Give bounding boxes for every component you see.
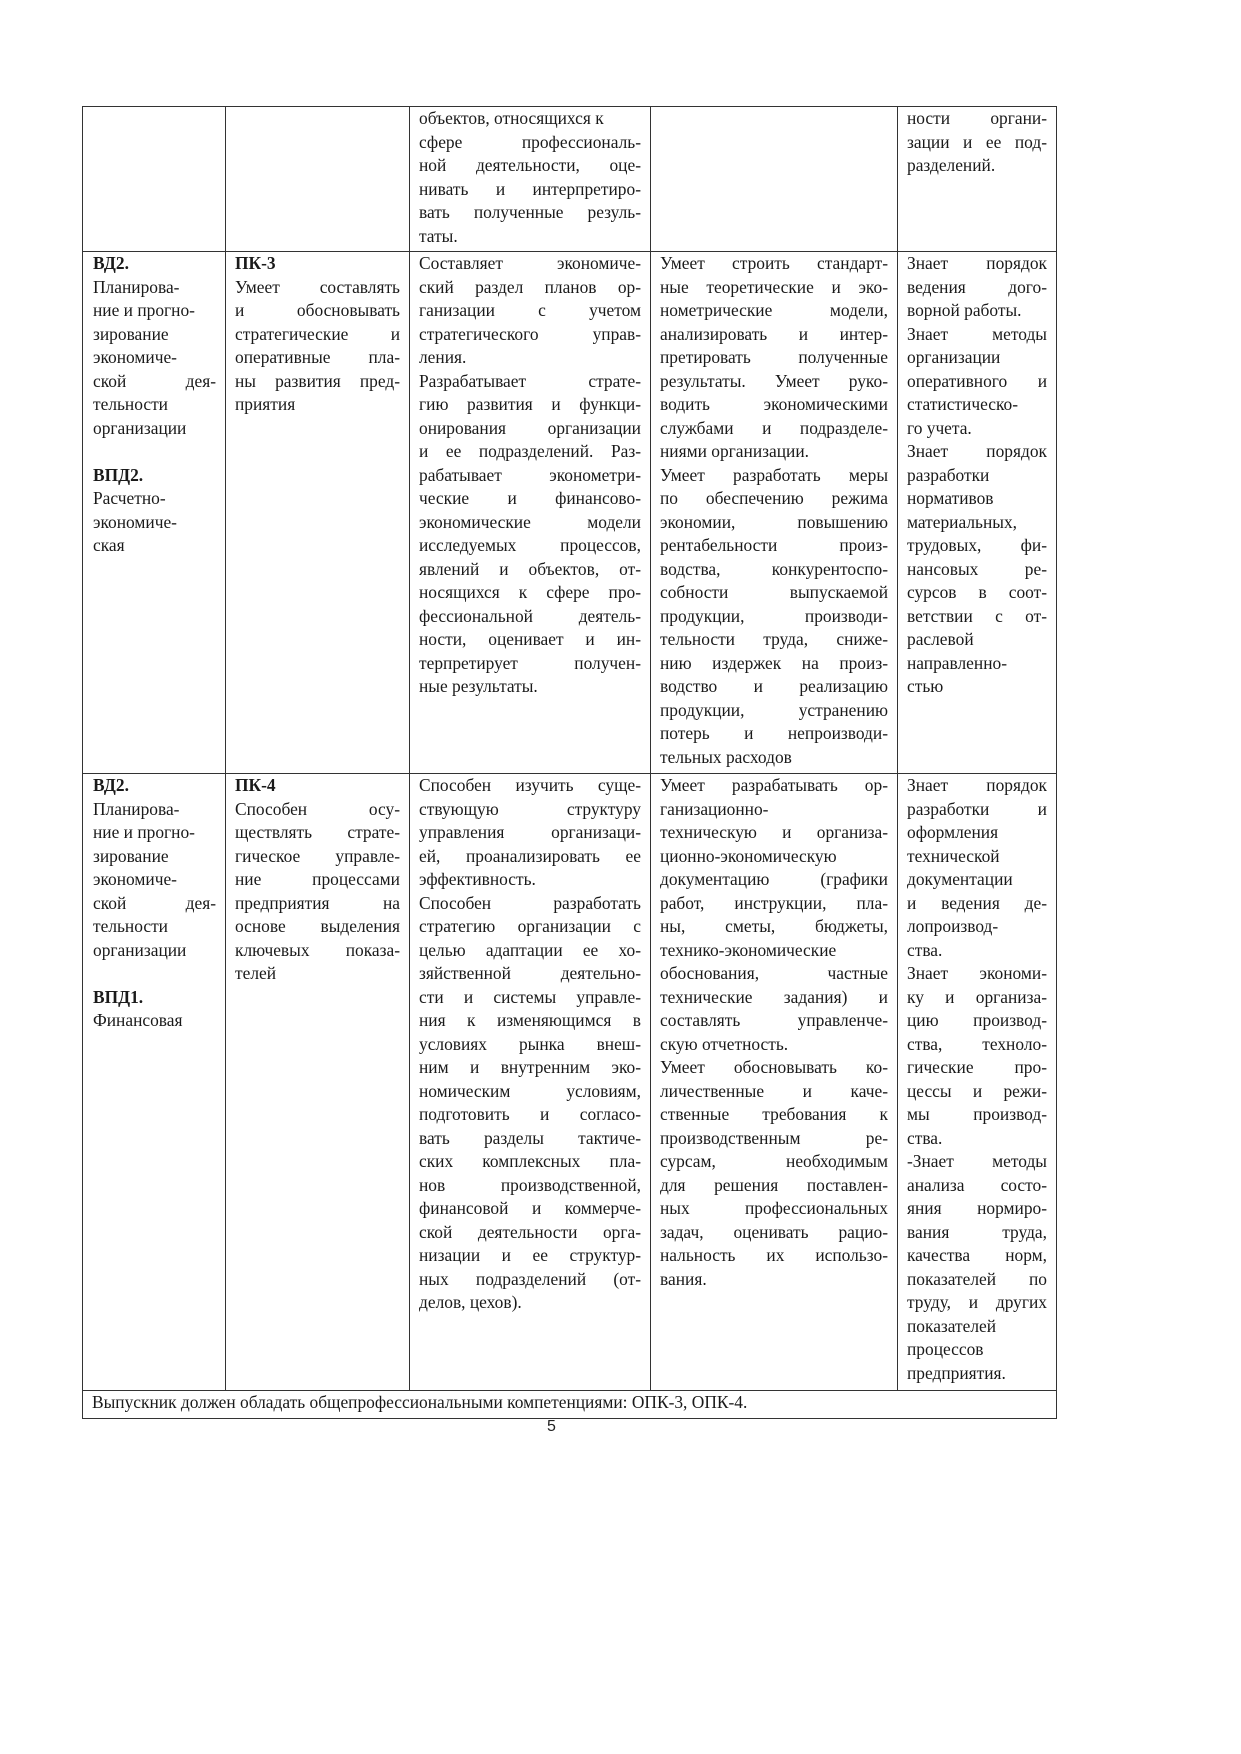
ability-text-line: ствующую структуру [419, 798, 641, 819]
knowledge-text-line: ности органи- [907, 108, 1047, 128]
skill-text-line: нальность их использо- [660, 1245, 888, 1265]
ability-text-line: экономические модели [419, 511, 641, 532]
knowledge-text-line: направленно- [907, 652, 1007, 673]
competency-text-line: ществлять страте- [235, 822, 400, 842]
ability-text-line: ных подразделений (от- [419, 1268, 641, 1289]
knowledge-text-line: раслевой [907, 629, 974, 649]
knowledge-text-line: Знает порядок [907, 775, 1047, 795]
skill-text-line: для решения поставлен- [660, 1174, 888, 1195]
ability-text-line: сти и системы управле- [419, 986, 641, 1007]
page-number: 5 [547, 1418, 556, 1435]
activity-text-line: тельности [93, 394, 168, 414]
competency-cell [226, 774, 410, 1391]
skill-text-line: претировать полученные [660, 347, 888, 367]
knowledge-text-line: организации [907, 347, 1001, 367]
competency-text-line: ны развития пред- [235, 370, 400, 391]
competency-code: ПК-4 [235, 775, 276, 795]
ability-text-line: подготовить и согласо- [419, 1104, 641, 1124]
skill-text-line: тельных расходов [660, 746, 792, 767]
knowledge-text-line: разработки [907, 464, 990, 485]
table-row [83, 774, 1057, 1391]
ability-text-line: носящихся к сфере про- [419, 582, 641, 602]
knowledge-text-line: ветствии с от- [907, 605, 1047, 626]
knowledge-text-line: Знает порядок [907, 253, 1047, 273]
skill-text-line: нометрические модели, [660, 300, 888, 320]
ability-text-line: фессиональной деятель- [419, 605, 641, 626]
skill-text-line: экономии, повышению [660, 511, 888, 532]
knowledge-text-line: ку и организа- [907, 986, 1047, 1007]
table-body [83, 107, 1057, 1419]
activity-text-line: тельности [93, 916, 168, 936]
skill-cell [651, 252, 898, 774]
activity-text-line: ской дея- [93, 892, 216, 913]
footer-note: Выпускник должен обладать общепрофессиональными компетенциями: ОПК-3, ОПК-4. [83, 1391, 1057, 1419]
skill-text-line: техническую и организа- [660, 822, 888, 842]
competency-code: ПК-3 [235, 253, 276, 273]
skill-text-line: ных профессиональных [660, 1198, 888, 1218]
skill-text-line: производственным ре- [660, 1127, 888, 1148]
skill-text-line: потерь и непроизводи- [660, 723, 888, 743]
skill-cell [651, 774, 898, 1391]
knowledge-text-line: ведения дого- [907, 276, 1047, 297]
skill-text-line: технические задания) и [660, 986, 888, 1007]
skill-text-line: собности выпускаемой [660, 582, 888, 602]
activity-code: ВПД2. [93, 464, 144, 485]
knowledge-text-line: Знает экономи- [907, 963, 1047, 983]
table-footer-row [83, 1391, 1057, 1419]
knowledge-text-line: разделений. [907, 155, 996, 175]
activity-code: ВПД1. [93, 986, 144, 1007]
skill-text-line: водства, конкурентоспо- [660, 558, 888, 579]
knowledge-text-line: мы производ- [907, 1104, 1047, 1124]
knowledge-text-line: лопроизвод- [907, 916, 999, 936]
knowledge-text-line: ства. [907, 1127, 943, 1148]
activity-text-line: экономиче- [93, 347, 177, 367]
knowledge-text-line: ства. [907, 939, 943, 960]
activity-text-line: зирование [93, 845, 169, 866]
competency-text-line: телей [235, 963, 277, 983]
activity-cell [83, 252, 226, 774]
ability-text-line: ния к изменяющимся в [419, 1010, 641, 1030]
skill-text-line: службами и подразделе- [660, 417, 888, 438]
knowledge-text-line: анализа состо- [907, 1174, 1047, 1195]
knowledge-text-line: и ведения де- [907, 892, 1047, 913]
activity-text-line: Планирова- [93, 276, 180, 297]
knowledge-text-line: Знает методы [907, 323, 1047, 344]
table-row [83, 252, 1057, 774]
skill-text-line: ниями организации. [660, 441, 809, 461]
ability-text-line: Способен разработать [419, 892, 641, 913]
skill-text-line: ганизационно- [660, 798, 769, 819]
ability-cell [410, 252, 651, 774]
skill-text-line: результаты. Умеет руко- [660, 370, 888, 391]
ability-text-line: нов производственной, [419, 1174, 641, 1195]
competency-table [82, 106, 1057, 1419]
ability-text-line: Разрабатывает страте- [419, 370, 641, 391]
skill-text-line: Умеет разработать меры [660, 464, 888, 485]
competency-cell [226, 252, 410, 774]
knowledge-text-line: стью [907, 676, 944, 696]
skill-text-line: ционно-экономическую [660, 845, 837, 866]
competency-text-line: и обосновывать [235, 300, 400, 320]
knowledge-text-line: трудовых, фи- [907, 535, 1047, 555]
activity-text-line: экономиче- [93, 869, 177, 889]
ability-text-line: Способен изучить суще- [419, 775, 641, 795]
ability-text-line: явлений и объектов, от- [419, 558, 641, 579]
activity-cell [83, 107, 226, 252]
activity-text-line: ская [93, 535, 125, 555]
skill-cell [651, 107, 898, 252]
spacer [93, 962, 216, 986]
activity-cell [83, 774, 226, 1391]
ability-text-line: ских комплексных пла- [419, 1151, 641, 1171]
ability-cell [410, 774, 651, 1391]
knowledge-text-line: разработки и [907, 798, 1047, 819]
knowledge-text-line: гические про- [907, 1057, 1047, 1077]
ability-text-line: ей, проанализировать ее [419, 845, 641, 866]
skill-text-line: водство и реализацию [660, 676, 888, 696]
ability-text-line: онирования организации [419, 417, 641, 438]
ability-text-line: ления. [419, 347, 467, 367]
skill-text-line: по обеспечению режима [660, 488, 888, 508]
skill-text-line: скую отчетность. [660, 1033, 789, 1054]
activity-text-line: ской дея- [93, 370, 216, 391]
ability-text-line: вать разделы тактиче- [419, 1127, 641, 1148]
ability-text-line: ним и внутренним эко- [419, 1057, 641, 1077]
ability-text-line: и ее подразделений. Раз- [419, 441, 641, 461]
ability-text-line: ганизации с учетом [419, 300, 641, 320]
knowledge-text-line: предприятия. [907, 1362, 1006, 1383]
skill-text-line: водить экономическими [660, 394, 888, 414]
skill-text-line: Умеет разрабатывать ор- [660, 775, 888, 795]
ability-text-line: управления организаци- [419, 822, 641, 842]
activity-text-line: зирование [93, 323, 169, 344]
ability-text-line: делов, цехов). [419, 1292, 522, 1312]
ability-text-line: условиях рынка внеш- [419, 1033, 641, 1054]
ability-text-line: ческие и финансово- [419, 488, 641, 508]
knowledge-cell [898, 252, 1057, 774]
skill-text-line: ны, сметы, бюджеты, [660, 916, 888, 936]
skill-text-line: нию издержек на произ- [660, 652, 888, 673]
competency-cell [226, 107, 410, 252]
activity-text-line: организации [93, 417, 187, 438]
ability-text-line: исследуемых процессов, [419, 535, 641, 555]
ability-text-line: номическим условиям, [419, 1080, 641, 1101]
ability-text-line: целью адаптации ее хо- [419, 939, 641, 960]
competency-text-line: предприятия на [235, 892, 400, 913]
ability-text-line: рабатывает эконометри- [419, 464, 641, 485]
ability-text-line: объектов, относящихся к [419, 108, 604, 128]
knowledge-text-line: ства, техноло- [907, 1033, 1047, 1054]
knowledge-cell [898, 774, 1057, 1391]
knowledge-text-line: оформления [907, 822, 999, 842]
skill-text-line: Умеет обосновывать ко- [660, 1057, 888, 1077]
competency-text-line: гическое управле- [235, 845, 400, 866]
activity-text-line: организации [93, 939, 187, 960]
knowledge-text-line: ворной работы. [907, 300, 1022, 320]
skill-text-line: продукции, производи- [660, 605, 888, 626]
activity-text-line: Планирова- [93, 798, 180, 819]
skill-text-line: составлять управленче- [660, 1010, 888, 1030]
knowledge-text-line: материальных, [907, 511, 1017, 532]
knowledge-text-line: цессы и режи- [907, 1080, 1047, 1101]
ability-text-line: нивать и интерпретиро- [419, 178, 641, 199]
knowledge-text-line: го учета. [907, 417, 972, 438]
competency-text-line: ние процессами [235, 869, 400, 889]
competency-text-line: оперативные пла- [235, 347, 400, 367]
skill-text-line: ные теоретические и эко- [660, 276, 888, 297]
ability-text-line: ский раздел планов ор- [419, 276, 641, 297]
competency-text-line: основе выделения [235, 916, 400, 936]
knowledge-text-line: нормативов [907, 488, 994, 508]
skill-text-line: тельности труда, сниже- [660, 629, 888, 649]
knowledge-text-line: вания труда, [907, 1221, 1047, 1242]
knowledge-text-line: документации [907, 869, 1013, 889]
ability-text-line: ности, оценивает и ин- [419, 629, 641, 649]
knowledge-text-line: -Знает методы [907, 1151, 1047, 1171]
skill-text-line: продукции, устранению [660, 699, 888, 720]
ability-text-line: гию развития и функци- [419, 394, 641, 414]
activity-text-line: Расчетно- [93, 488, 166, 508]
skill-text-line: технико-экономические [660, 939, 837, 960]
ability-text-line: таты. [419, 225, 458, 246]
knowledge-text-line: процессов [907, 1339, 984, 1359]
competency-text-line: стратегические и [235, 323, 400, 344]
ability-text-line: стратегию организации с [419, 916, 641, 936]
knowledge-text-line: труду, и других [907, 1292, 1047, 1312]
skill-text-line: анализировать и интер- [660, 323, 888, 344]
skill-text-line: задач, оценивать рацио- [660, 1221, 888, 1242]
ability-text-line: сфере профессиональ- [419, 131, 641, 152]
knowledge-text-line: качества норм, [907, 1245, 1047, 1265]
skill-text-line: Умеет строить стандарт- [660, 253, 888, 273]
skill-text-line: работ, инструкции, пла- [660, 892, 888, 913]
activity-text-line: экономиче- [93, 511, 177, 532]
knowledge-text-line: яния нормиро- [907, 1198, 1047, 1218]
spacer [93, 440, 216, 464]
ability-text-line: зяйственной деятельно- [419, 963, 641, 983]
competency-text-line: Способен осу- [235, 798, 400, 819]
ability-text-line: финансовой и коммерче- [419, 1198, 641, 1218]
knowledge-text-line: оперативного и [907, 370, 1047, 391]
knowledge-text-line: зации и ее под- [907, 131, 1047, 152]
activity-code: ВД2. [93, 253, 129, 273]
table-row [83, 107, 1057, 252]
knowledge-text-line: Знает порядок [907, 441, 1047, 461]
competency-text-line: приятия [235, 394, 296, 414]
ability-text-line: вать полученные резуль- [419, 202, 641, 222]
ability-text-line: ные результаты. [419, 676, 538, 696]
ability-text-line: ной деятельности, оце- [419, 155, 641, 175]
skill-text-line: сурсам, необходимым [660, 1151, 888, 1171]
ability-text-line: Составляет экономиче- [419, 253, 641, 273]
skill-text-line: обоснования, частные [660, 963, 888, 983]
knowledge-text-line: показателей [907, 1315, 997, 1336]
competency-text-line: ключевых показа- [235, 939, 400, 960]
activity-text-line: Финансовая [93, 1010, 183, 1030]
ability-text-line: ской деятельности орга- [419, 1221, 641, 1242]
knowledge-text-line: сурсов в соот- [907, 582, 1047, 602]
ability-text-line: стратегического управ- [419, 323, 641, 344]
ability-cell [410, 107, 651, 252]
competency-text-line: Умеет составлять [235, 276, 400, 297]
activity-text-line: ние и прогно- [93, 822, 195, 842]
knowledge-cell [898, 107, 1057, 252]
activity-text-line: ние и прогно- [93, 300, 195, 320]
knowledge-text-line: статистическо- [907, 394, 1019, 414]
knowledge-text-line: технической [907, 845, 1000, 866]
skill-text-line: документацию (графики [660, 869, 888, 889]
skill-text-line: вания. [660, 1268, 707, 1289]
knowledge-text-line: цию производ- [907, 1010, 1047, 1030]
activity-code: ВД2. [93, 775, 129, 795]
skill-text-line: рентабельности произ- [660, 535, 888, 555]
ability-text-line: терпретирует получен- [419, 652, 641, 673]
ability-text-line: низации и ее структур- [419, 1245, 641, 1265]
ability-text-line: эффективность. [419, 869, 536, 889]
knowledge-text-line: показателей по [907, 1268, 1047, 1289]
skill-text-line: ственные требования к [660, 1104, 888, 1124]
skill-text-line: личественные и каче- [660, 1080, 888, 1101]
knowledge-text-line: нансовых ре- [907, 558, 1047, 579]
